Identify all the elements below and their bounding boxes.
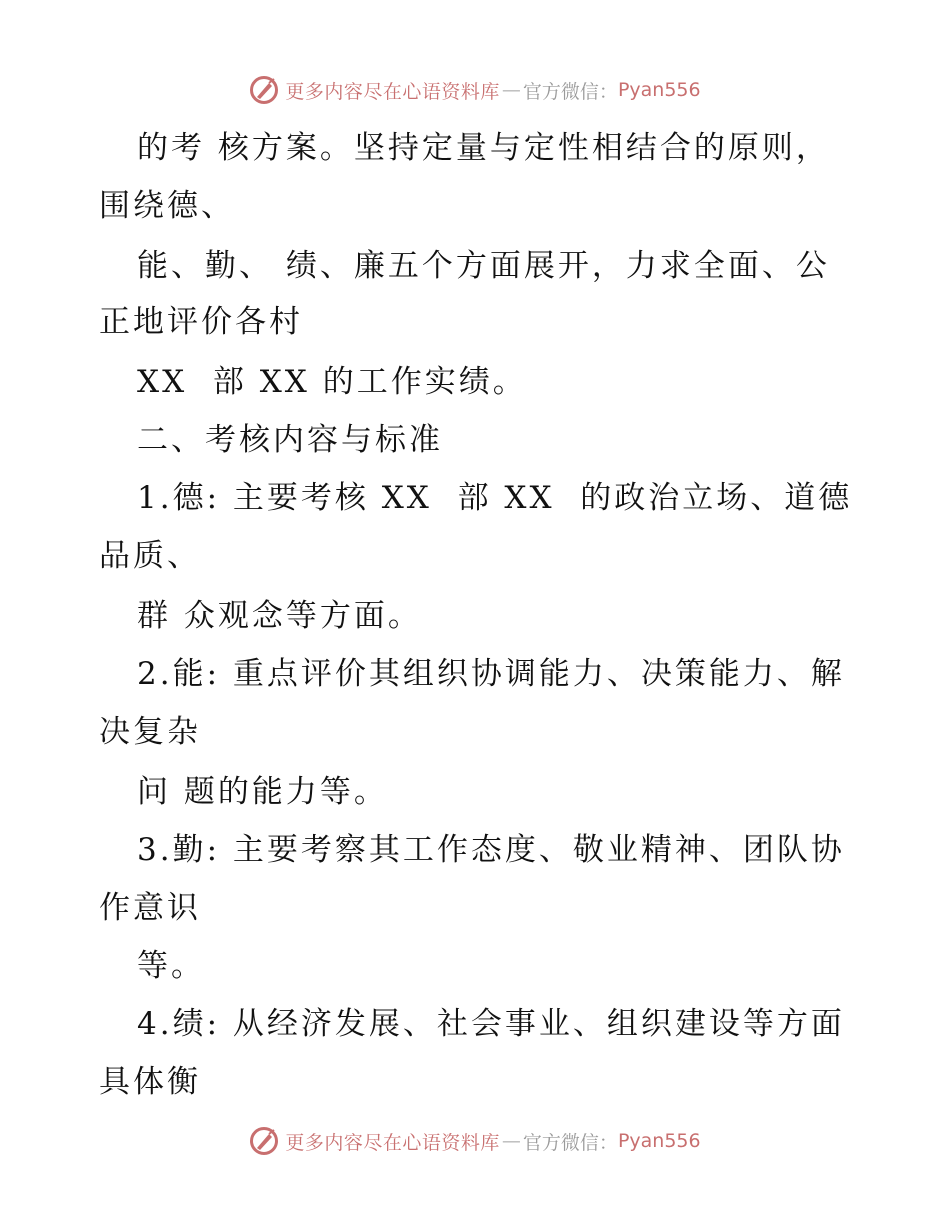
- text-line: 的考 核方案。坚持定量与定性相结合的原则，: [137, 130, 830, 166]
- text-line: 群 众观念等方面。: [137, 598, 422, 634]
- watermark-wechat-id: Pyan556: [617, 1130, 701, 1152]
- text-line: 具体衡: [99, 1064, 201, 1100]
- section-heading: 二、考核内容与标准: [137, 422, 443, 458]
- watermark-dash: —: [501, 1130, 521, 1152]
- text-line: 能、勤、 绩、廉五个方面展开，力求全面、公: [137, 248, 830, 284]
- footer-watermark: [0, 1121, 950, 1161]
- text-line: 问 题的能力等。: [137, 774, 388, 810]
- watermark-dash: —: [501, 79, 521, 101]
- text-line: 1.德: 主要考核 XX 部 XX 的政治立场、道德: [137, 480, 853, 516]
- text-line: 围绕德、: [99, 188, 235, 224]
- watermark-wechat-id: Pyan556: [617, 79, 701, 101]
- text-line: 3.勤: 主要考察其工作态度、敬业精神、团队协: [137, 832, 845, 868]
- text-line: XX 部 XX 的工作实绩。: [137, 364, 527, 400]
- text-line: 2.能: 重点评价其组织协调能力、决策能力、解: [137, 656, 845, 692]
- watermark-main-text: 更多内容尽在心语资料库: [285, 80, 500, 103]
- text-line: 品质、: [99, 538, 201, 574]
- text-line: 4.绩: 从经济发展、社会事业、组织建设等方面: [137, 1006, 845, 1042]
- watermark-main-text: 更多内容尽在心语资料库: [285, 1131, 500, 1154]
- text-line: 作意识: [99, 890, 201, 926]
- quill-logo-icon: [249, 1126, 279, 1156]
- watermark-wechat-label: 官方微信：: [522, 80, 618, 103]
- text-line: 决复杂: [99, 714, 201, 750]
- text-line: 正地评价各村: [99, 304, 303, 340]
- watermark-wechat-label: 官方微信：: [522, 1131, 618, 1154]
- text-line: 等。: [137, 948, 205, 984]
